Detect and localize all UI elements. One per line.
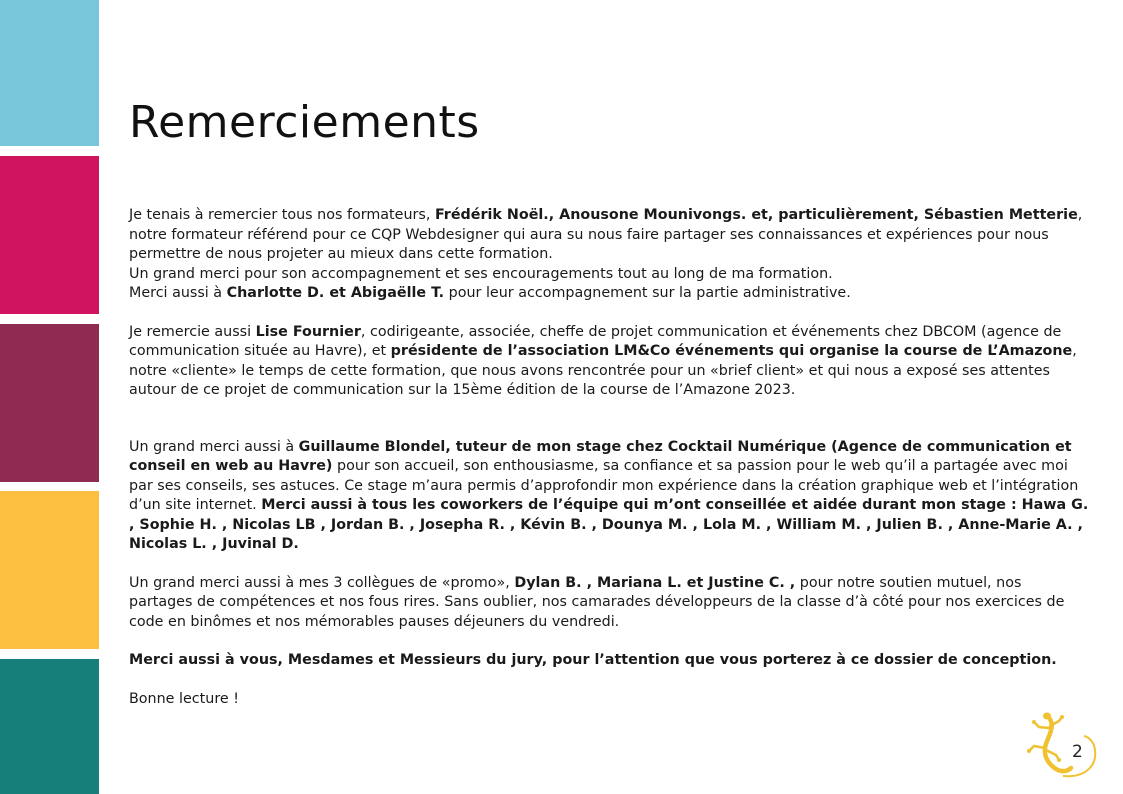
paragraph-cliente: Je remercie aussi Lise Fournier, codirigeante, associée, cheffe de projet communication et événements chez DBCOM (agence de communication située au Havre), et présidente de l’association LM&Co événements qui organise la course de L’Amazone, notre «cliente» le temps de cette formation, que nous avons rencontrée pour un «brief client» et qui nous a exposé ses attentes autour de ce projet de communication sur la 15ème édition de la course de l’Amazone 2023.: [129, 323, 1077, 398]
paragraph-formateurs: Je tenais à remercier tous nos formateurs, Frédérik Noël., Anousone Mounivongs. et, particulièrement, Sébastien Metterie, notre formateur référend pour ce CQP Webdesigner qui aura su nous faire partager ses connaissances et expériences pour nous permettre de nous projeter au mieux dans cette formation.: [129, 207, 1083, 262]
color-band-yellow: [0, 491, 99, 649]
page-title: Remerciements: [129, 97, 480, 148]
color-band-pink: [0, 156, 99, 314]
color-band-blue: [0, 0, 99, 146]
acknowledgements-body: [129, 206, 1089, 709]
color-band-plum: [0, 324, 99, 482]
gecko-icon: [1021, 710, 1099, 780]
color-band-teal: [0, 659, 99, 794]
paragraph-promo: Un grand merci aussi à mes 3 collègues de «promo», Dylan B. , Mariana L. et Justine C. , pour notre soutien mutuel, nos partages de compétences et nos fous rires. Sans oublier, nos camarades développeurs de la classe d’à côté pour nos exercices de code en binômes et nos mémorables pauses déjeuners du vendredi.: [129, 574, 1065, 630]
paragraph-administratif: Merci aussi à Charlotte D. et Abigaëlle T. pour leur accompagnement sur la partie administrative.: [129, 285, 851, 301]
paragraph-closing: Bonne lecture !: [129, 690, 239, 707]
page-number: 2: [1072, 742, 1083, 762]
paragraph-stage: Un grand merci aussi à Guillaume Blondel, tuteur de mon stage chez Cocktail Numérique (Agence de communication et conseil en web au Havre) pour son accueil, son enthousiasme, sa confiance et sa passion pour le web qu’il a partagée avec moi par ses conseils, ses astuces. Ce stage m’aura permis d’approfondir mon expérience dans la création graphique web et l’intégration d’un site internet. Merci aussi à tous les coworkers de l’équipe qui m’ont conseillée et aidée durant mon stage : Hawa G. , Sophie H. , Nicolas LB , Jordan B. , Josepha R. , Kévin B. , Dounya M. , Lola M. , William M. , Julien B. , Anne-Marie A. , Nicolas L. , Juvinal D.: [129, 438, 1089, 552]
paragraph-jury: Merci aussi à vous, Mesdames et Messieurs du jury, pour l’attention que vous porterez à ce dossier de conception.: [129, 652, 1057, 668]
paragraph-accompagnement: Un grand merci pour son accompagnement et ses encouragements tout au long de ma formation.: [129, 265, 833, 282]
